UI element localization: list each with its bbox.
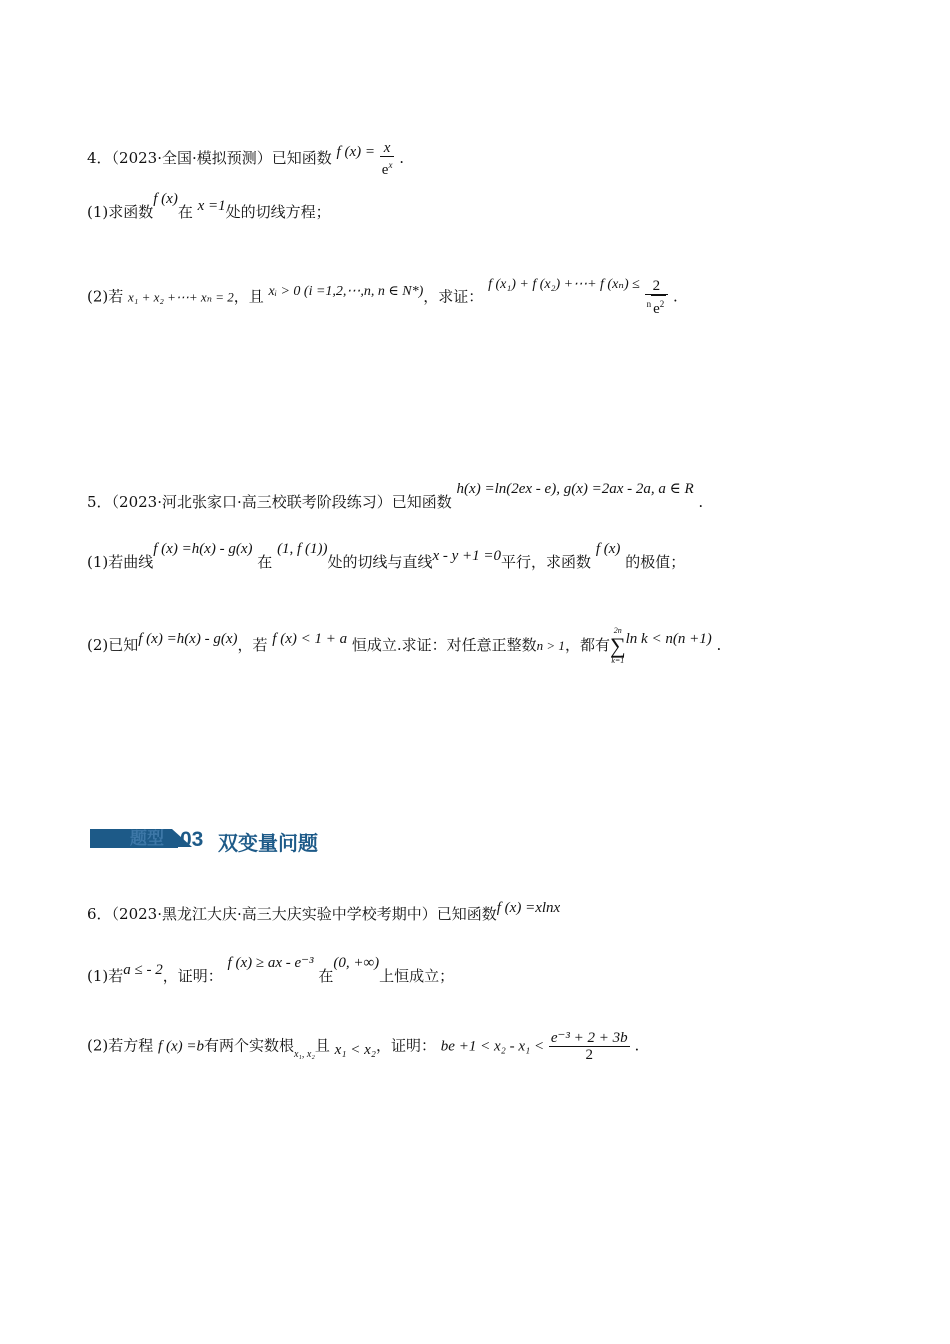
section-header [90, 824, 390, 860]
problem-4-part-1 [87, 191, 331, 223]
text: 上恒成立； [379, 967, 455, 985]
math-interval: (0, +∞) [333, 955, 380, 971]
part-label: (1)若 [87, 967, 124, 985]
math-function: f (x) =xlnx [496, 900, 561, 916]
problem-6-part-1 [87, 955, 455, 987]
fraction-numerator: e⁻³ + 2 + 3b [550, 1030, 628, 1046]
text: ，且 [233, 287, 264, 306]
math-inequality: ln k < n(n +1) [625, 631, 712, 647]
section-badge: 题型 [130, 829, 164, 849]
math-fx-definition: f (x) =h(x) - g(x) [153, 541, 253, 557]
text: 在 [257, 553, 273, 571]
math-fx: f (x) [153, 191, 178, 207]
math-a-condition: a ≤ - 2 [123, 962, 163, 978]
math-point: (1, f (1)) [277, 541, 328, 557]
math-inequality: be +1 < x₂ - x₁ < [440, 1038, 545, 1055]
math-fraction: $\frac{2}{^n e^2}$ [645, 278, 669, 317]
problem-4-part-2: (2)若 x₁ + x₂ +⋯+ xₙ = 2，且 xᵢ > 0 (i =1,2,⋯,n, n ∈ N*)，求证： f (x₁) + f (x₂) +⋯+ f (xₙ) ≤ $\frac{2}{^n e^2}$ . [87, 276, 678, 317]
text: 恒成立.求证：对任意正整数 [351, 636, 537, 654]
part-label: (1)若曲线 [87, 553, 154, 571]
math-summation: 2n ∑ k=1 [609, 626, 626, 665]
part-label: (1)求函数 [87, 203, 154, 221]
text: 处的切线与直线 [327, 553, 433, 571]
problem-6-stem [87, 900, 561, 925]
math-equation: f (x) =b [158, 1038, 204, 1055]
math-inequality: f (x₁) + f (x₂) +⋯+ f (xₙ) ≤ [488, 276, 640, 292]
math-condition: xᵢ > 0 (i =1,2,⋯,n, n ∈ N*) [268, 283, 424, 299]
text: 的极值； [625, 553, 686, 571]
text: ，证明： [376, 1036, 437, 1055]
math-order: x₁ < x₂ [334, 1041, 376, 1058]
text: 处的切线方程； [225, 203, 331, 221]
math-line: x - y +1 =0 [432, 548, 502, 564]
math-functions: h(x) =ln(2ex - e), g(x) =2ax - 2a, a ∈ R [456, 481, 694, 497]
text: ，都有 [564, 636, 610, 654]
problem-5-stem: 5．（2023·河北张家口·高三校联考阶段练习）已知函数 h(x) =ln(2ex - e), g(x) =2ax - 2a, a ∈ R . [87, 481, 704, 511]
problem-source: （2023·河北张家口·高三校联考阶段练习）已知函数 [111, 493, 452, 511]
problem-5-part-1 [87, 541, 686, 573]
text: 在 [177, 203, 193, 221]
math-x-equals-1: x =1 [197, 198, 226, 214]
text: ，若 [237, 636, 268, 654]
math-fraction [549, 1030, 630, 1063]
fraction-denominator: 2 [585, 1047, 593, 1063]
math-fx: f (x) = [336, 144, 375, 160]
problem-4-stem: 4．（2023·全国·模拟预测）已知函数 f (x) = $\frac{x}{e^x}$ . [87, 140, 404, 178]
text: 且 [314, 1036, 330, 1055]
text: 在 [318, 967, 334, 985]
problem-number: 5． [87, 493, 112, 511]
problem-number: 6． [87, 905, 112, 923]
problem-source: （2023·黑龙江大庆·高三大庆实验中学校考期中）已知函数 [111, 905, 497, 923]
text: ，证明： [162, 967, 223, 985]
problem-source: （2023·全国·模拟预测）已知函数 [111, 149, 332, 167]
part-label: (2)已知 [87, 636, 139, 654]
text: ，求证： [423, 287, 484, 306]
math-condition: f (x) < 1 + a [272, 631, 348, 647]
text: 有两个实数根 [203, 1036, 294, 1055]
part-label: (2)若 [87, 287, 124, 306]
text: 平行，求函数 [501, 553, 592, 571]
section-title: 双变量问题 [218, 831, 318, 855]
math-roots: x₁, x₂ [293, 1048, 315, 1060]
math-sum: x₁ + x₂ +⋯+ xₙ = 2 [128, 289, 234, 305]
math-inequality: f (x) ≥ ax - e⁻³ [227, 955, 314, 971]
part-label: (2)若方程 [87, 1036, 154, 1055]
math-n-greater-1: n > 1 [536, 638, 565, 653]
math-fraction: $\frac{x}{e^x}$ [381, 140, 393, 178]
problem-number: 4． [87, 149, 112, 167]
problem-5-part-2: (2)已知f (x) =h(x) - g(x)，若 f (x) < 1 + a 恒成立.求证：对任意正整数n > 1，都有 2n ∑ k=1 ln k < n(n +1) . [87, 626, 722, 665]
section-number: 03 [180, 828, 204, 851]
problem-6-part-2: (2)若方程 f (x) =b有两个实数根$_{x_1, x_2}$且 x₁ < x₂，证明： be +1 < x₂ - x₁ < $\frac{\text{e⁻³ + 2 + 3b}}{2}$ . [87, 1030, 640, 1063]
math-fx-definition: f (x) =h(x) - g(x) [138, 631, 238, 647]
math-fx: f (x) [595, 541, 621, 557]
